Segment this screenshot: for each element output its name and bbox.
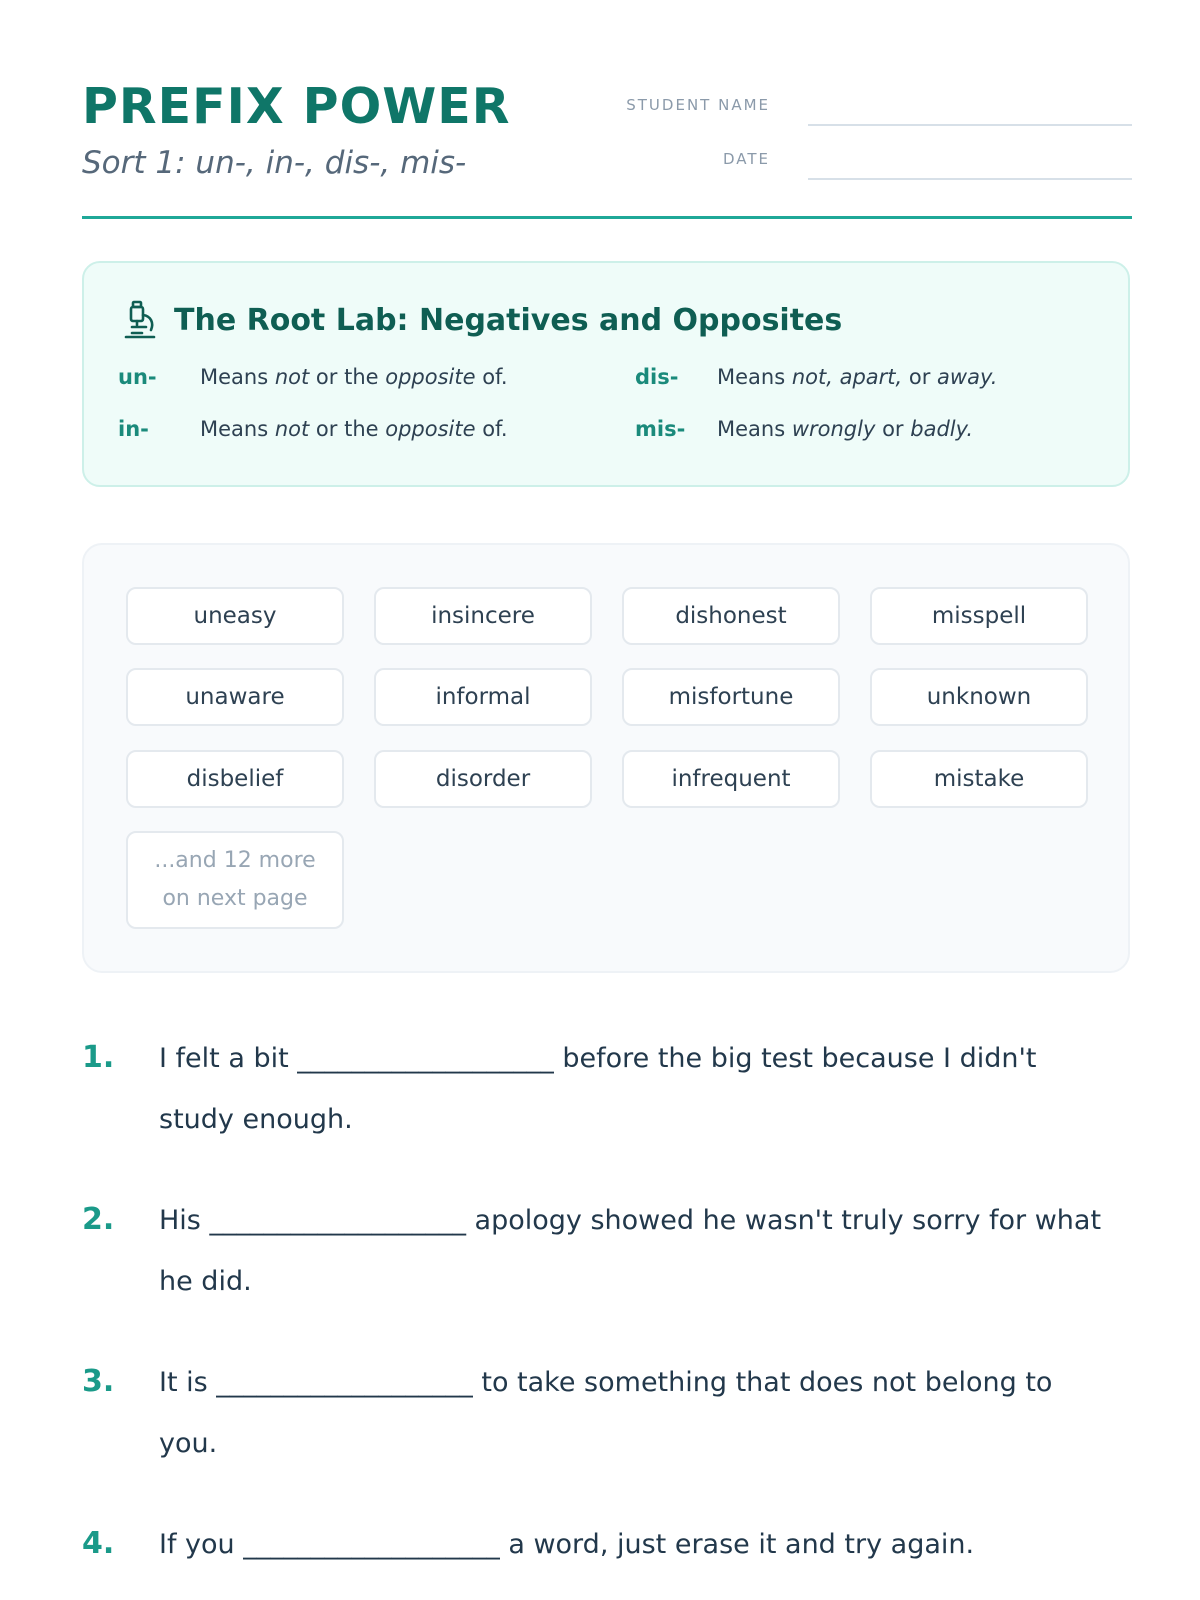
date-field[interactable] [808,178,1132,180]
question-number: 4. [82,1526,115,1561]
question-number: 1. [82,1040,115,1075]
microscope-icon [120,299,160,341]
definition-dis [635,365,997,389]
word-card[interactable]: mistake [870,750,1088,808]
prefix-label: in- [118,417,149,441]
question-text[interactable]: His ___________________ apology showed he wasn't truly sorry for what he did. [159,1205,1102,1297]
word-card[interactable]: dishonest [622,587,840,645]
more-words-line2: on next page [162,886,308,911]
word-card[interactable]: informal [374,668,592,726]
word-bank [82,543,1130,973]
question-text[interactable]: I felt a bit ___________________ before the big test because I didn't study enough. [159,1043,1037,1135]
root-lab-header [120,299,842,341]
word-card[interactable]: misfortune [622,668,840,726]
prefix-label: dis- [635,365,679,389]
definition-in [118,417,508,441]
root-lab-title: The Root Lab: Negatives and Opposites [174,302,843,338]
definition-un [118,365,508,389]
word-card[interactable]: disbelief [126,750,344,808]
word-card[interactable]: disorder [374,750,592,808]
question-text[interactable]: It is ___________________ to take something that does not belong to you. [159,1367,1053,1459]
question-number: 2. [82,1202,115,1237]
word-card[interactable]: unaware [126,668,344,726]
student-name-label: STUDENT NAME [626,96,770,114]
more-words-note [126,831,344,929]
question-text[interactable]: If you ___________________ a word, just erase it and try again. [159,1529,975,1560]
definition-text: Means not or the opposite of. [200,365,508,389]
definition-mis [635,417,973,441]
root-lab-panel [82,261,1130,487]
question-number: 3. [82,1364,115,1399]
prefix-label: un- [118,365,157,389]
header-divider [82,216,1132,219]
definition-text: Means wrongly or badly. [717,417,974,441]
student-name-field[interactable] [808,124,1132,126]
definition-text: Means not or the opposite of. [200,417,508,441]
definition-text: Means not, apart, or away. [717,365,998,389]
word-card[interactable]: unknown [870,668,1088,726]
more-words-line1: ...and 12 more [154,848,316,873]
page-title: PREFIX POWER [82,78,511,135]
date-label: DATE [722,150,770,168]
prefix-label: mis- [635,417,686,441]
word-card[interactable]: insincere [374,587,592,645]
word-card[interactable]: infrequent [622,750,840,808]
page-subtitle: Sort 1: un-, in-, dis-, mis- [82,145,467,181]
word-card[interactable]: misspell [870,587,1088,645]
word-card[interactable]: uneasy [126,587,344,645]
